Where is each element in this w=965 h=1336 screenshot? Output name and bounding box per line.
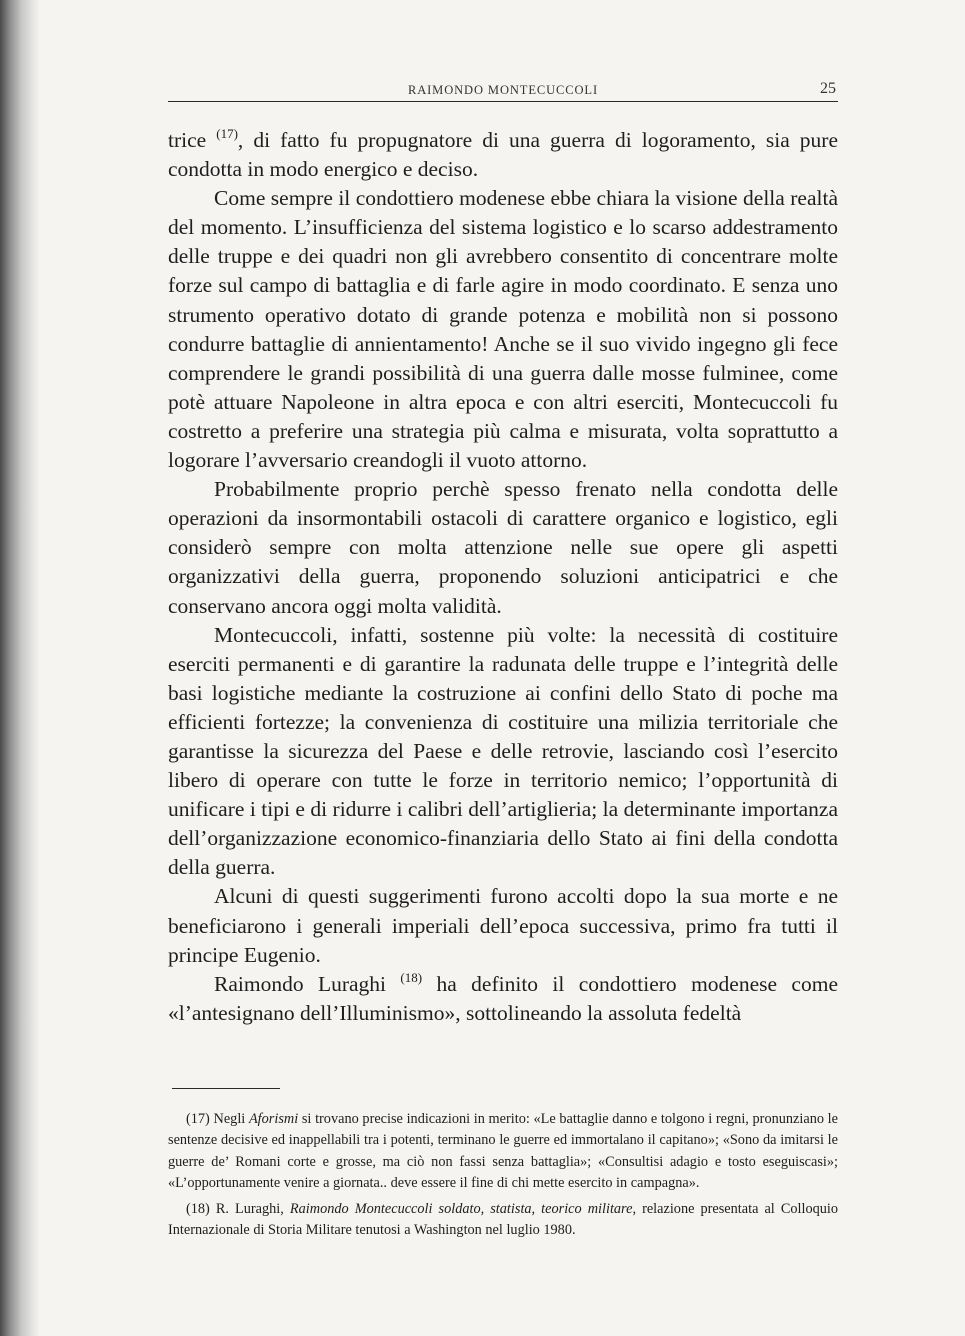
running-title: RAIMONDO MONTECUCCOLI: [407, 83, 599, 97]
footnotes: [168, 1109, 838, 1245]
paragraph-2: Come sempre il condottiero modenese ebbe chiara la visione della realtà del momento. L’insufficienza del sistema logistico e lo scarso addestramento delle truppe e dei quadri non gli avrebbero consentito di concentrare molte forze sul campo di battaglia e di farle agire in modo coordinato. E senza uno strumento operativo dotato di grande potenza e mobilità non si possono condurre battaglie di annientamento! Anche se il suo vivido ingegno gli fece comprendere le grandi possibilità di una guerra dalle mosse fulminee, come potè attuare Napoleone in altra epoca e con altri eserciti, Montecuccoli fu costretto a preferire una strategia più calma e misurata, volta soprattutto a logorare l’avversario creandogli il vuoto attorno.: [168, 186, 838, 473]
footnote-18-title: Raimondo Montecuccoli soldato, statista, teorico militare: [289, 1200, 633, 1217]
footnote-17-pre: Negli: [213, 1111, 249, 1127]
footnote-18-pre: R. Luraghi,: [215, 1200, 290, 1217]
paragraph-6: [168, 970, 838, 1028]
footnote-ref-17: (17): [216, 126, 238, 141]
footnote-divider: [172, 1088, 280, 1089]
page-number: 25: [820, 80, 836, 97]
book-spine-shadow: [0, 0, 40, 1336]
paragraph-1: [168, 126, 838, 184]
main-text: [168, 126, 838, 1028]
footnote-18-text: , relazione presentata al Colloquio Internazionale di Storia Militare tenutosi a Washington nel luglio 1980.: [168, 1200, 839, 1239]
paragraph-1-rest: , di fatto fu propugnatore di una guerra di logoramento, sia pure condotta in modo energico e deciso.: [168, 128, 838, 182]
paragraph-6-rest: ha definito il condottiero modenese come «l’antesignano dell’Illuminismo», sottolineando la assoluta fedeltà: [168, 971, 838, 1025]
footnote-ref-18: (18): [400, 969, 423, 985]
paragraph-6-start: Raimondo Luraghi: [214, 971, 401, 996]
footnote-17: [168, 1109, 838, 1195]
footnote-18-number: (18): [186, 1200, 210, 1217]
footnote-17-title: Aforismi: [248, 1111, 299, 1127]
paragraph-4: Montecuccoli, infatti, sostenne più volte: la necessità di costituire eserciti permanenti e di garantire la radunata delle truppe e l’integrità delle basi logistiche mediante la costruzione ai confini dello Stato di poche ma efficienti fortezze; la convenienza di costituire una milizia territoriale che garantisse la sicurezza del Paese e delle retrovie, lasciando così l’esercito libero di operare con tutte le forze in territorio nemico; l’opportunità di unificare i tipi e di ridurre i calibri dell’artiglieria; la determinante importanza dell’organizzazione economico-finanziaria dello Stato ai fini della condotta della guerra.: [168, 622, 838, 880]
paragraph-5: Alcuni di questi suggerimenti furono accolti dopo la sua morte e ne beneficiarono i generali imperiali dell’epoca successiva, primo fra tutti il principe Eugenio.: [168, 884, 838, 967]
footnote-18: [168, 1199, 838, 1242]
paragraph-3: Probabilmente proprio perchè spesso frenato nella condotta delle operazioni da insormontabili ostacoli di carattere organico e logistico, egli considerò sempre con molta attenzione nelle sue opere gli aspetti organizzativi della guerra, proponendo soluzioni anticipatrici e che conservano ancora oggi molta validità.: [168, 477, 838, 618]
footnote-17-number: (17): [186, 1111, 210, 1127]
paragraph-1-start: trice: [168, 128, 217, 152]
page-header: [168, 79, 838, 102]
footnote-17-text: si trovano precise indicazioni in merito: «Le battaglie danno e tolgono i regni, pronunziano le sentenze decisive ed inappellabili tra i potenti, terminano le guerre ed immortalano il capitano»; «Sono da imitarsi le guerre de’ Romani corte e grosse, ma ciò non fassi senza battaglia»; «Consultisi adagio e tosto eseguiscasi»; «L’opportunamente venire a giornata.. deve essere il fine di chi mette esercito in campagna».: [168, 1111, 838, 1192]
